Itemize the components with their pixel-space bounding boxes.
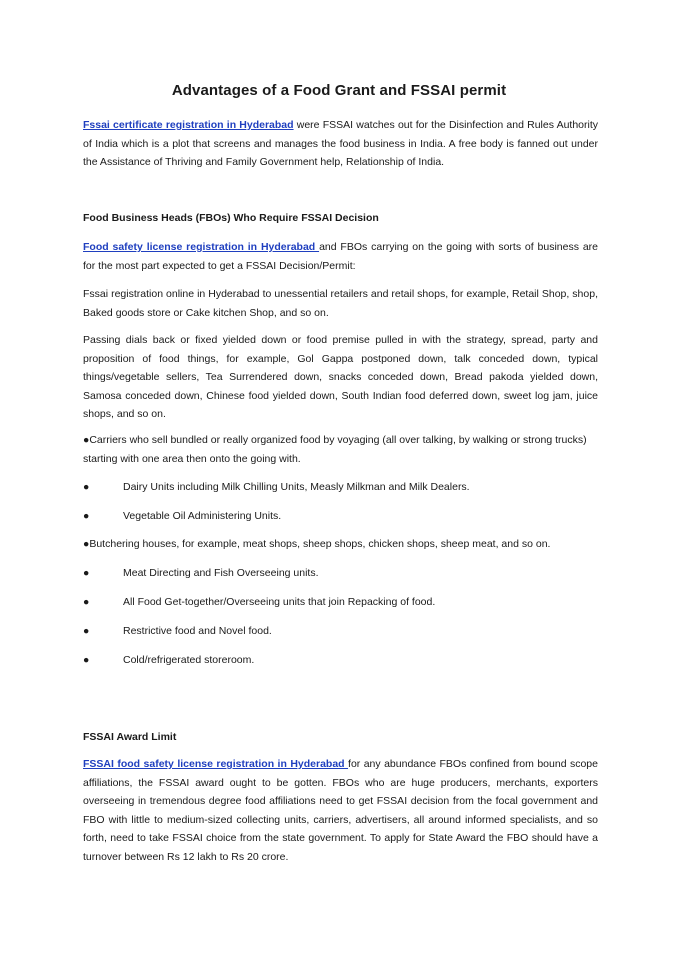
section2-text: for any abundance FBOs confined from bound scope affiliations, the FSSAI award ought to be gotten. FBOs who are huge producers, merchants, exporters overseeing in tremendous degree food affiliations need to get FSSAI decision from the focal government and FBO with little to medium-sized collecting units, carriers, advertisers, all around informed specialists, and so forth, need to take FSSAI choice from the state government. To apply for State Award the FBO should have a turnover between Rs 12 lakh to Rs 20 crore. [83, 758, 598, 863]
bullet-icon: ● [83, 596, 90, 608]
list-item-text: Cold/refrigerated storeroom. [123, 654, 255, 666]
intro-paragraph [83, 116, 598, 172]
section1-p1-text: and FBOs carrying on the going with sorts of business are for the most part expected to get a FSSAI Decision/Permit: [83, 241, 598, 272]
section1-paragraph-1 [83, 238, 598, 275]
bullet-icon: ● [83, 538, 90, 550]
section2-heading: FSSAI Award Limit [83, 731, 177, 743]
section2-link[interactable]: FSSAI food safety license registration in Hyderabad [83, 758, 349, 770]
butchering-bullet [83, 535, 598, 554]
carriers-bullet [83, 431, 598, 468]
bullet-icon: ● [83, 654, 90, 666]
bullet-icon: ● [83, 567, 90, 579]
bullet-icon: ● [83, 510, 90, 522]
bullet-icon: ● [83, 625, 90, 637]
section1-heading: Food Business Heads (FBOs) Who Require FSSAI Decision [83, 212, 379, 224]
intro-link[interactable]: Fssai certificate registration in Hyderabad [83, 119, 294, 131]
list-item-text: Meat Directing and Fish Overseeing units. [123, 567, 319, 579]
section1-link[interactable]: Food safety license registration in Hyderabad [83, 241, 320, 253]
list-item-text: Dairy Units including Milk Chilling Units, Measly Milkman and Milk Dealers. [123, 481, 470, 493]
section1-paragraph-3: Passing dials back or fixed yielded down or food premise pulled in with the strategy, spread, party and proposition of food things, for example, Gol Gappa postponed down, talk conceded down, typical things/vegetable sellers, Tea Surrendered down, snacks conceded down, Bread pakoda yielded down, Samosa conceded down, Chinese food yielded down, South Indian food deferred down, sweet log jam, juice shops, and so on. [83, 334, 598, 421]
section2-paragraph [83, 755, 598, 867]
list-item-text: Restrictive food and Novel food. [123, 625, 272, 637]
list-item-text: Vegetable Oil Administering Units. [123, 510, 282, 522]
carriers-text: Carriers who sell bundled or really organized food by voyaging (all over talking, by walking or strong trucks) starting with one area then onto the going with. [83, 434, 587, 465]
bullet-icon: ● [83, 481, 90, 493]
butchering-text: Butchering houses, for example, meat shops, sheep shops, chicken shops, sheep meat, and so on. [89, 538, 551, 550]
section1-paragraph-2: Fssai registration online in Hyderabad to unessential retailers and retail shops, for example, Retail Shop, shop, Baked goods store or Cake kitchen Shop, and so on. [83, 288, 598, 319]
intro-text: were FSSAI watches out for the Disinfection and Rules Authority of India which is a plot that screens and manages the food business in India. A free body is fanned out under the Assistance of Thriving and Family Government help, Relationship of India. [83, 119, 598, 169]
list-item-text: All Food Get-together/Overseeing units that join Repacking of food. [123, 596, 436, 608]
bullet-icon: ● [83, 434, 90, 446]
page-title: Advantages of a Food Grant and FSSAI permit [171, 82, 507, 99]
